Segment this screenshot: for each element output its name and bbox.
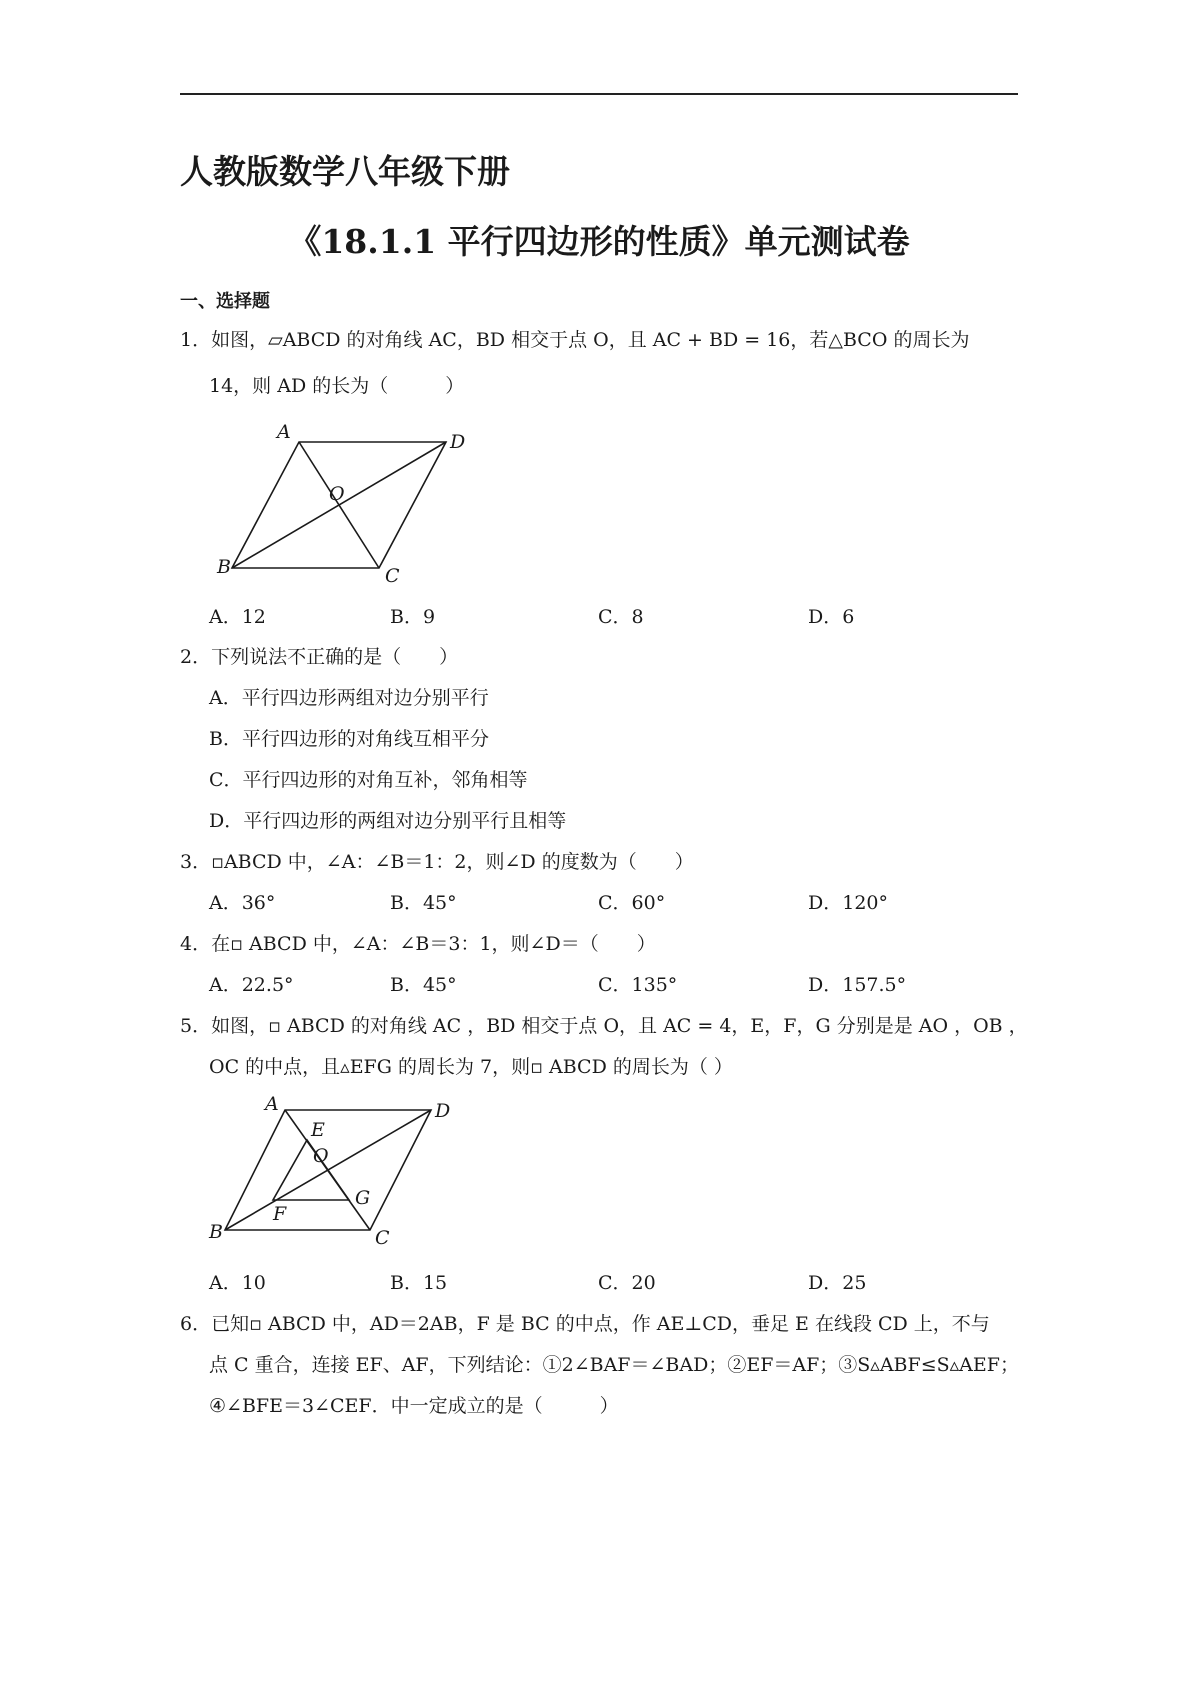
q6-stem-line1: 6．已知▫ ABCD 中，AD＝2AB，F 是 BC 的中点，作 AE⊥CD，垂足 E 在线段 CD 上，不与 bbox=[180, 1313, 990, 1335]
q5-label-c: C bbox=[375, 1227, 390, 1249]
q5-label-g: G bbox=[355, 1187, 371, 1209]
q5-label-f: F bbox=[273, 1203, 287, 1225]
q5-triangle-efg bbox=[273, 1140, 349, 1200]
q5-label-b: B bbox=[209, 1221, 223, 1243]
q3-option-d: D．120° bbox=[808, 892, 888, 914]
document-title: 人教版数学八年级下册 bbox=[180, 152, 510, 191]
q5-option-a: A．10 bbox=[209, 1272, 266, 1294]
q5-parallelogram-figure bbox=[205, 1092, 465, 1252]
q1-label-a: A bbox=[277, 421, 291, 443]
q1-stem-line1: 1．如图，▱ABCD 的对角线 AC，BD 相交于点 O，且 AC + BD = 16，若△BCO 的周长为 bbox=[180, 329, 970, 351]
document-subtitle: 《18.1.1 平行四边形的性质》单元测试卷 bbox=[288, 222, 910, 261]
q2-option-b: B．平行四边形的对角线互相平分 bbox=[209, 728, 489, 750]
q2-option-a: A．平行四边形两组对边分别平行 bbox=[209, 687, 489, 709]
q1-label-d: D bbox=[450, 431, 466, 453]
q1-stem-line2: 14，则 AD 的长为（ ） bbox=[209, 375, 465, 397]
q6-stem-line3: ④∠BFE＝3∠CEF．中一定成立的是（ ） bbox=[209, 1395, 619, 1417]
q5-option-c: C．20 bbox=[598, 1272, 656, 1294]
q1-diagonal-bd bbox=[232, 442, 446, 568]
q1-option-c: C．8 bbox=[598, 606, 644, 628]
header-rule bbox=[180, 93, 1018, 95]
q2-option-c: C．平行四边形的对角互补，邻角相等 bbox=[209, 769, 528, 791]
q3-option-b: B．45° bbox=[390, 892, 457, 914]
q5-label-d: D bbox=[435, 1100, 451, 1122]
q5-label-e: E bbox=[311, 1119, 325, 1141]
q5-option-b: B．15 bbox=[390, 1272, 448, 1294]
q2-option-d: D．平行四边形的两组对边分别平行且相等 bbox=[209, 810, 567, 832]
section-heading: 一、选择题 bbox=[180, 291, 270, 312]
q5-stem-line1: 5．如图，▫ ABCD 的对角线 AC ，BD 相交于点 O，且 AC = 4，E，F，G 分别是是 AO ，OB ， bbox=[180, 1015, 1028, 1037]
q1-label-o: O bbox=[329, 483, 345, 505]
q3-option-c: C．60° bbox=[598, 892, 666, 914]
q1-option-a: A．12 bbox=[209, 606, 266, 628]
q3-stem: 3．▫ABCD 中，∠A：∠B＝1：2，则∠D 的度数为（ ） bbox=[180, 851, 694, 873]
q1-label-b: B bbox=[217, 556, 231, 578]
q2-stem: 2．下列说法不正确的是（ ） bbox=[180, 646, 459, 668]
q1-label-c: C bbox=[385, 565, 400, 587]
q1-parallelogram-figure bbox=[205, 420, 485, 588]
q1-option-b: B．9 bbox=[390, 606, 436, 628]
q1-option-d: D．6 bbox=[808, 606, 855, 628]
q4-option-b: B．45° bbox=[390, 974, 457, 996]
q4-option-d: D．157.5° bbox=[808, 974, 907, 996]
q4-option-a: A．22.5° bbox=[209, 974, 294, 996]
q6-stem-line2: 点 C 重合，连接 EF、AF，下列结论：①2∠BAF＝∠BAD；②EF＝AF；③S▵ABF≤S▵AEF； bbox=[209, 1354, 1019, 1376]
q5-label-o: O bbox=[313, 1145, 329, 1167]
q5-label-a: A bbox=[265, 1093, 279, 1115]
q4-stem: 4．在▫ ABCD 中，∠A：∠B＝3：1，则∠D＝（ ） bbox=[180, 933, 656, 955]
q5-stem-line2: OC 的中点，且▵EFG 的周长为 7，则▫ ABCD 的周长为（ ） bbox=[209, 1056, 733, 1078]
q4-option-c: C．135° bbox=[598, 974, 678, 996]
q5-option-d: D．25 bbox=[808, 1272, 867, 1294]
q3-option-a: A．36° bbox=[209, 892, 276, 914]
